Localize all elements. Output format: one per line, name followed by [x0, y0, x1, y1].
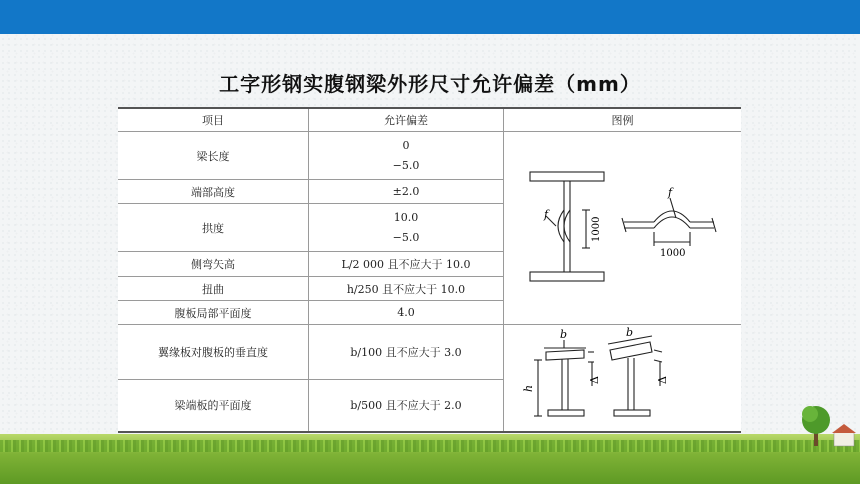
dim-horizontal: 1000	[660, 248, 686, 259]
tolerance-line: 10.0	[393, 210, 419, 224]
item-cell: 梁端板的平面度	[118, 380, 308, 432]
tolerance-line: −5.0	[392, 230, 420, 244]
header-tolerance: 允许偏差	[308, 108, 503, 132]
tolerance-cell: L/2 000 且不应大于 10.0	[308, 252, 503, 277]
grass-strip	[0, 440, 860, 452]
b-label: b	[626, 325, 634, 339]
tolerance-cell: b/500 且不应大于 2.0	[308, 380, 503, 432]
item-cell: 拱度	[118, 204, 308, 252]
tolerance-cell: b/100 且不应大于 3.0	[308, 325, 503, 380]
h-label: h	[522, 384, 535, 392]
table-row	[118, 325, 741, 380]
tree-decoration	[800, 400, 860, 450]
top-banner	[0, 0, 860, 34]
table-row	[118, 132, 741, 180]
table-header-row	[118, 108, 741, 132]
f-label: f	[544, 208, 549, 221]
item-cell: 扭曲	[118, 277, 308, 301]
tolerance-table	[118, 107, 741, 433]
tolerance-line: 0	[402, 138, 410, 152]
flange-perpendicularity-figure	[504, 326, 741, 430]
header-figure: 图例	[504, 108, 742, 132]
tolerance-cell: h/250 且不应大于 10.0	[308, 277, 503, 301]
item-cell: 翼缘板对腹板的垂直度	[118, 325, 308, 380]
beam-camber-figure	[504, 138, 741, 318]
delta-label: Δ	[656, 375, 669, 384]
tolerance-cell: 4.0	[308, 301, 503, 325]
tolerance-cell	[308, 132, 503, 180]
b-label: b	[560, 327, 568, 341]
header-item: 项目	[118, 108, 308, 132]
tolerance-cell: ±2.0	[308, 180, 503, 204]
item-cell: 侧弯矢高	[118, 252, 308, 277]
item-cell: 腹板局部平面度	[118, 301, 308, 325]
figure-cell-2	[504, 325, 742, 432]
tolerance-line: −5.0	[392, 158, 420, 172]
page-title: 工字形钢实腹钢梁外形尺寸允许偏差（mm）	[219, 72, 641, 96]
item-cell: 梁长度	[118, 132, 308, 180]
delta-label: Δ	[588, 375, 601, 384]
dim-vertical: 1000	[591, 216, 602, 242]
tolerance-cell	[308, 204, 503, 252]
figure-cell-1	[504, 132, 742, 325]
f-label: f	[668, 186, 673, 199]
item-cell: 端部高度	[118, 180, 308, 204]
